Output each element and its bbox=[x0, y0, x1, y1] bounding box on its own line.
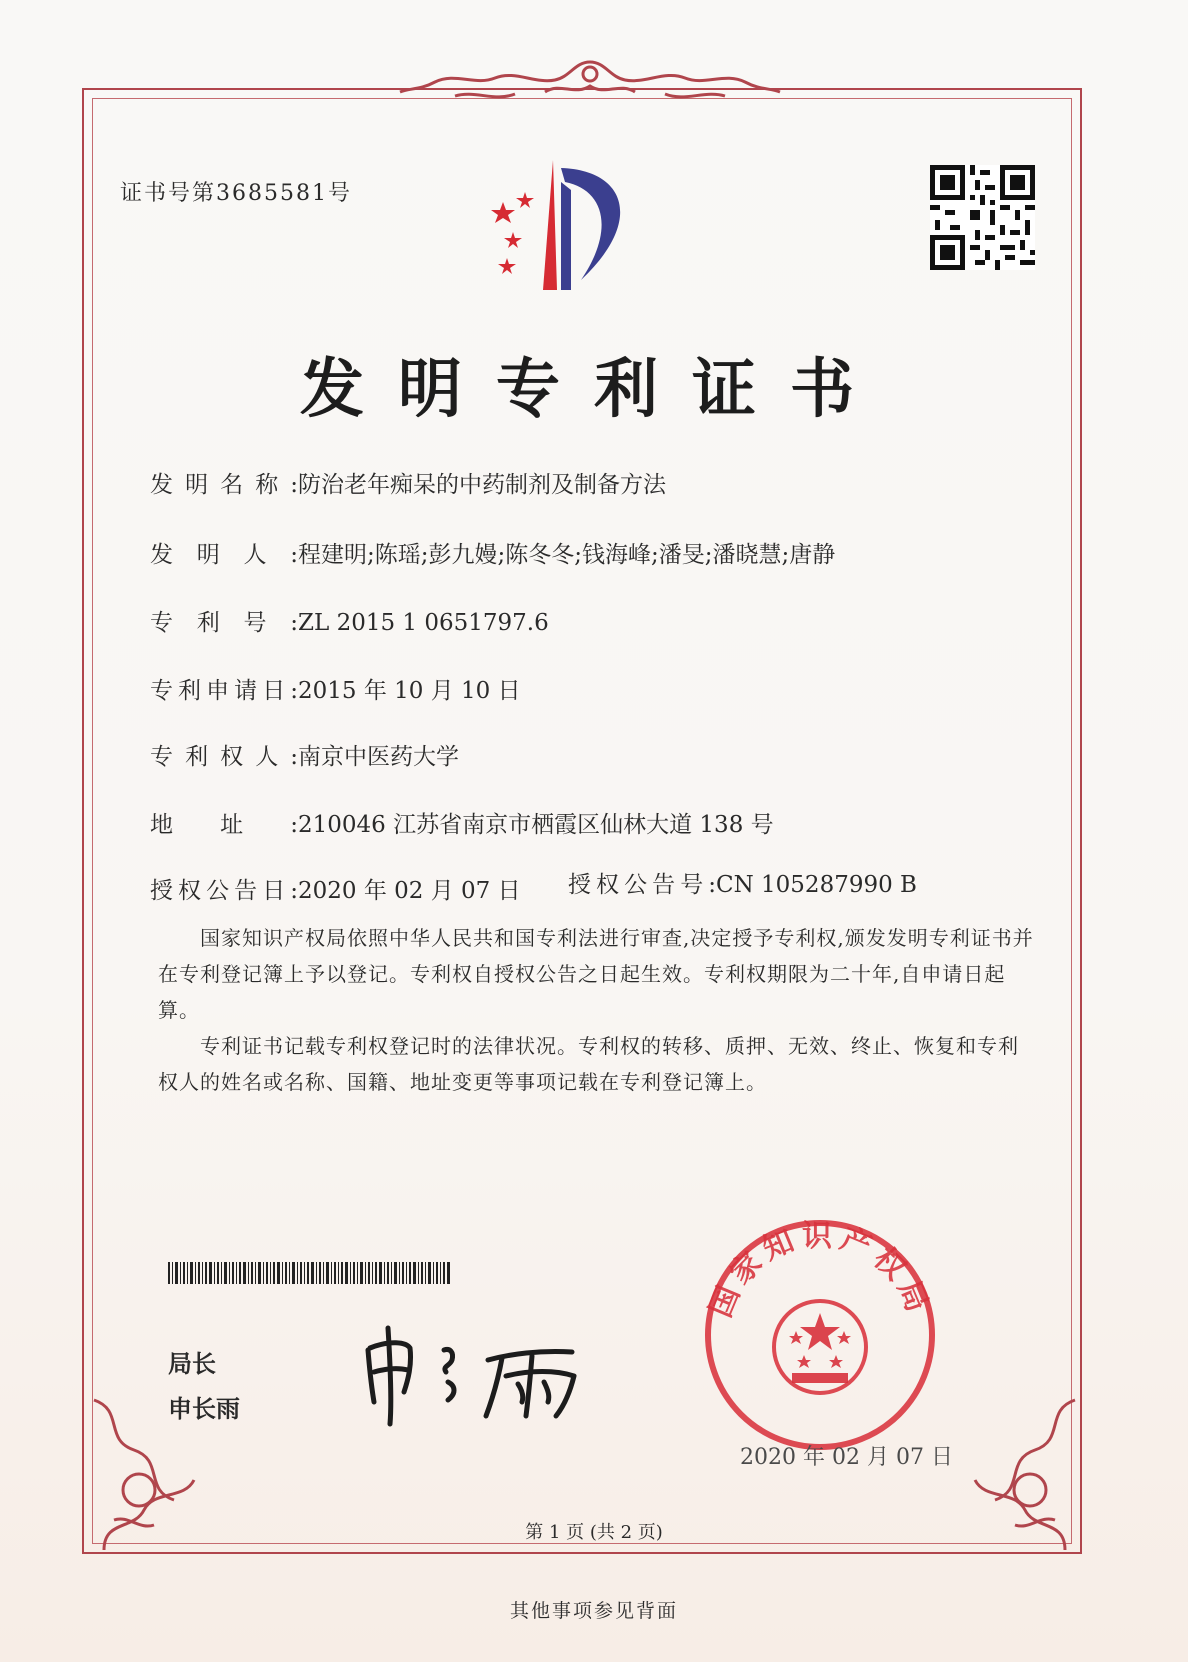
field-filing-date bbox=[150, 672, 521, 705]
field-value: 南京中医药大学 bbox=[298, 744, 459, 770]
seal-text: 国家知识产权局 bbox=[703, 1219, 937, 1323]
field-value: 防治老年痴呆的中药制剂及制备方法 bbox=[298, 472, 666, 498]
statement-paragraph: 国家知识产权局依照中华人民共和国专利法进行审查,决定授予专利权,颁发发明专利证书并在专利登记簿上予以登记。专利权自授权公告之日起生效。专利权期限为二十年,自申请日起算。 bbox=[158, 926, 1034, 1022]
field-label: 发明名称: bbox=[150, 472, 298, 498]
field-inventors bbox=[150, 536, 835, 569]
svg-text:国家知识产权局 bbox=[703, 1219, 936, 1322]
field-value: ZL 2015 1 0651797.6 bbox=[298, 610, 549, 636]
field-address bbox=[150, 806, 774, 839]
field-label: 授权公告日: bbox=[150, 878, 298, 904]
director-title: 局长 bbox=[168, 1350, 216, 1378]
statement-paragraph: 专利证书记载专利权登记时的法律状况。专利权的转移、质押、无效、终止、恢复和专利权人的姓名或名称、国籍、地址变更等事项记载在专利登记簿上。 bbox=[158, 1034, 1019, 1094]
field-value: 210046 江苏省南京市栖霞区仙林大道 138 号 bbox=[298, 812, 774, 838]
certificate-title: 发明专利证书 bbox=[300, 352, 888, 427]
field-label: 专利号: bbox=[150, 610, 298, 636]
director-signature bbox=[360, 1320, 590, 1430]
barcode bbox=[168, 1262, 453, 1284]
cnipa-logo bbox=[485, 160, 645, 295]
qr-code bbox=[930, 165, 1035, 270]
page-indicator: 第 1 页 (共 2 页) bbox=[525, 1522, 663, 1543]
director-name: 申长雨 bbox=[168, 1395, 240, 1423]
field-label: 授权公告号: bbox=[568, 872, 716, 898]
footer-note: 其他事项参见背面 bbox=[509, 1600, 678, 1622]
certificate-number: 证书号第3685581号 bbox=[120, 181, 352, 206]
field-patent-number bbox=[150, 604, 549, 637]
field-value: 程建明;陈瑶;彭九嫚;陈冬冬;钱海峰;潘旻;潘晓慧;唐静 bbox=[298, 542, 836, 568]
field-invention-name bbox=[150, 466, 666, 499]
field-grant-number bbox=[568, 866, 917, 899]
official-seal bbox=[700, 1215, 940, 1455]
top-ornament bbox=[395, 52, 785, 108]
field-grant-date bbox=[150, 872, 521, 905]
field-value: 2020 年 02 月 07 日 bbox=[298, 878, 521, 904]
field-label: 地址: bbox=[150, 812, 298, 838]
field-value: 2015 年 10 月 10 日 bbox=[298, 678, 521, 704]
field-value: CN 105287990 B bbox=[716, 872, 917, 898]
field-label: 发明人: bbox=[150, 542, 298, 568]
seal-date: 2020 年 02 月 07 日 bbox=[740, 1445, 953, 1470]
field-patentee bbox=[150, 738, 459, 771]
field-label: 专利权人: bbox=[150, 744, 298, 770]
field-label: 专利申请日: bbox=[150, 678, 298, 704]
